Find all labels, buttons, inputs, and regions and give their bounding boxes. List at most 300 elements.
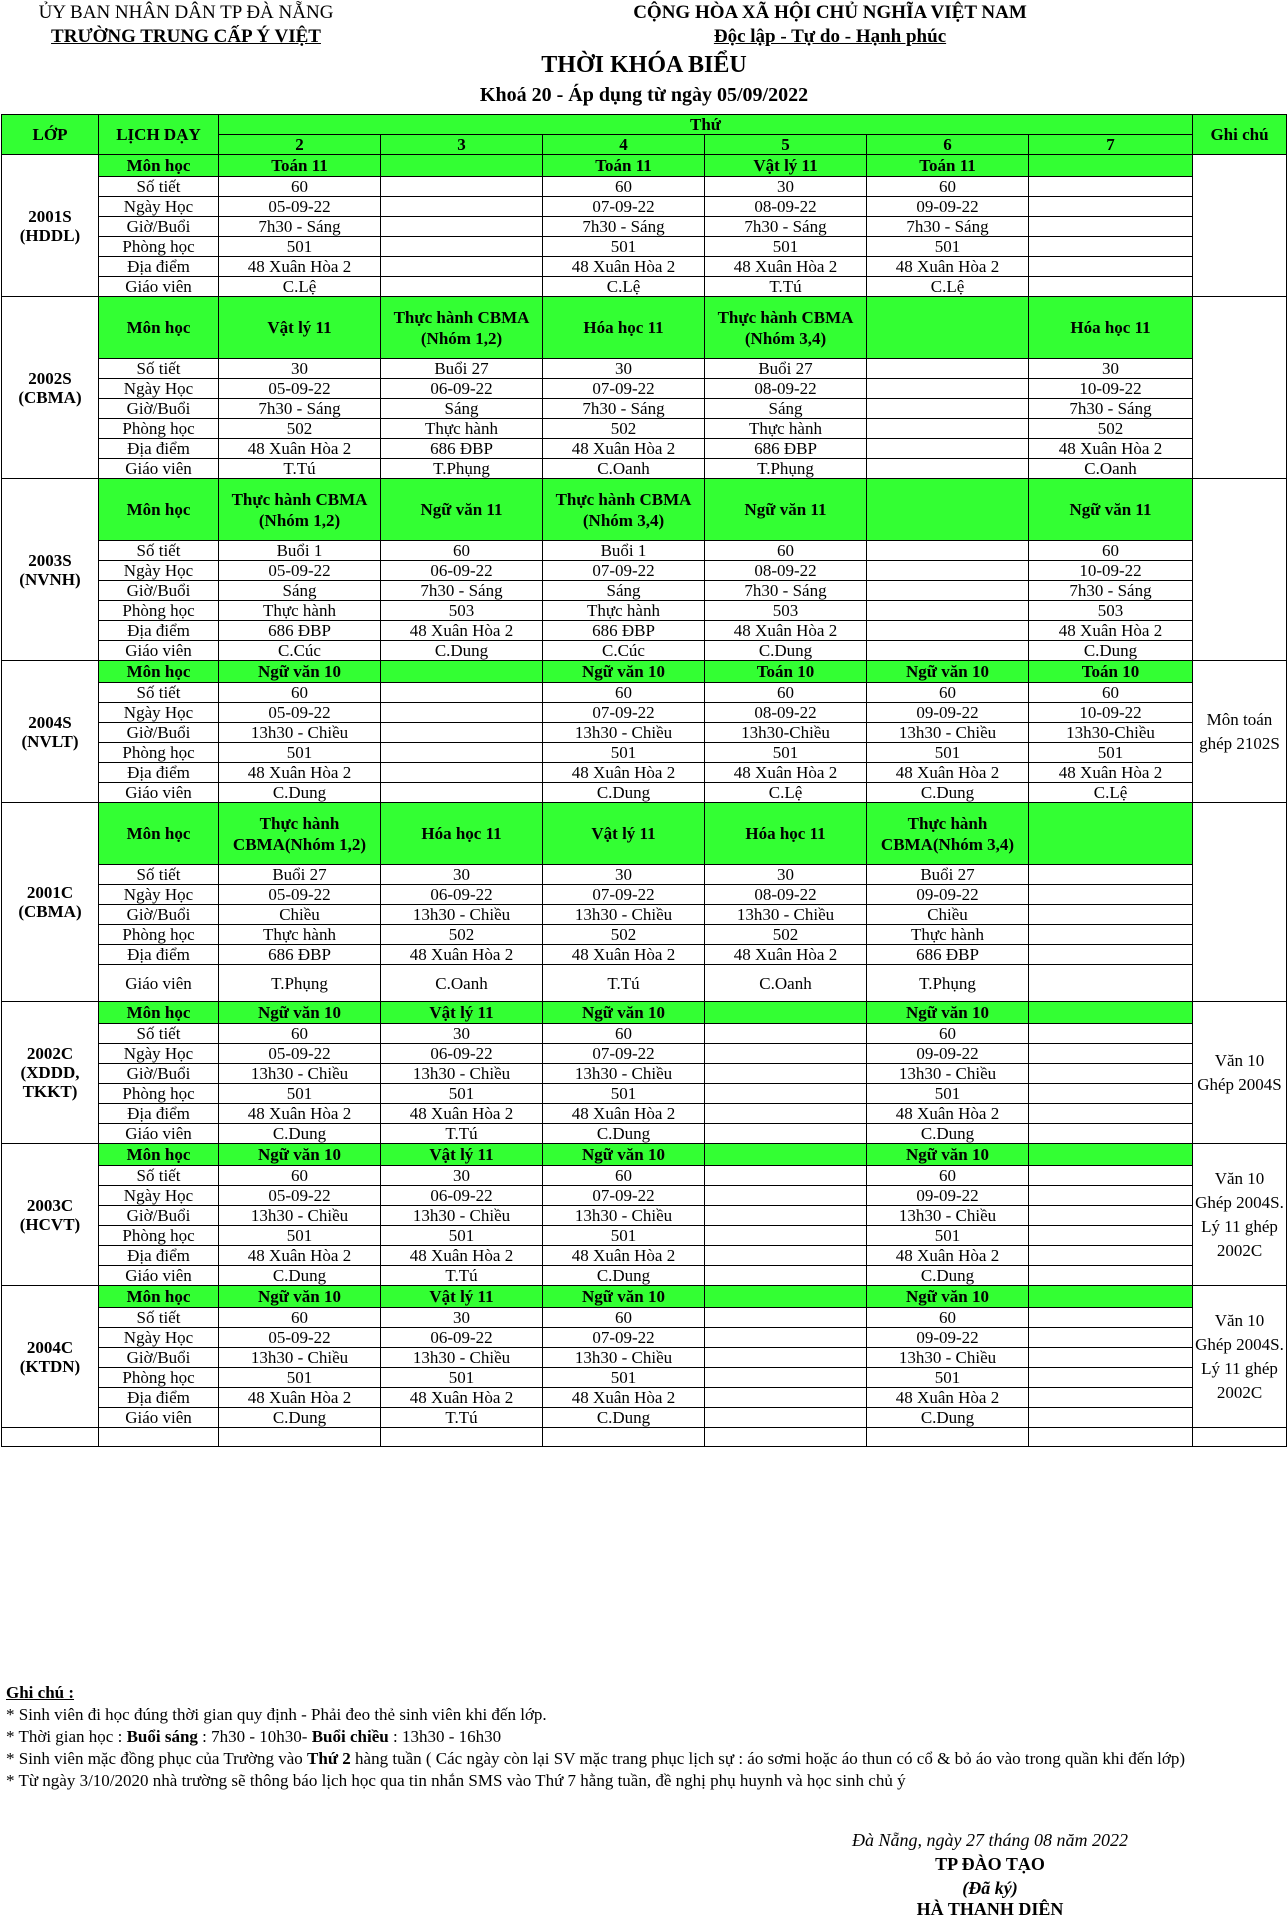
schedule-cell: 13h30 - Chiều bbox=[867, 1348, 1029, 1368]
empty-row bbox=[2, 1428, 1287, 1447]
row-label: Môn học bbox=[99, 803, 219, 865]
schedule-cell: 48 Xuân Hòa 2 bbox=[1029, 621, 1193, 641]
header-lich-day: LỊCH DẠY bbox=[99, 115, 219, 155]
empty-cell bbox=[543, 1428, 705, 1447]
row-label: Số tiết bbox=[99, 1166, 219, 1186]
schedule-cell bbox=[867, 561, 1029, 581]
class-note: Văn 10 Ghép 2004S. Lý 11 ghép 2002C bbox=[1193, 1144, 1287, 1286]
table-row bbox=[2, 1024, 1287, 1044]
table-row bbox=[2, 177, 1287, 197]
header-day: 3 bbox=[381, 135, 543, 155]
class-note: Văn 10 Ghép 2004S bbox=[1193, 1002, 1287, 1144]
schedule-cell: 502 bbox=[219, 419, 381, 439]
table-row bbox=[2, 1226, 1287, 1246]
schedule-cell bbox=[1029, 1124, 1193, 1144]
schedule-cell: C.Oanh bbox=[381, 965, 543, 1002]
schedule-cell: T.Tú bbox=[219, 459, 381, 479]
schedule-cell: 60 bbox=[867, 1166, 1029, 1186]
schedule-cell: C.Dung bbox=[867, 1124, 1029, 1144]
schedule-cell: T.Phụng bbox=[219, 965, 381, 1002]
row-label: Phòng học bbox=[99, 237, 219, 257]
subject-cell: Ngữ văn 10 bbox=[219, 1144, 381, 1166]
subject-cell: Thực hành CBMA(Nhóm 3,4) bbox=[867, 803, 1029, 865]
row-label: Địa điểm bbox=[99, 1246, 219, 1266]
signature-dept: TP ĐÀO TẠO bbox=[935, 1854, 1045, 1874]
schedule-cell bbox=[1029, 1104, 1193, 1124]
header-lop: LỚP bbox=[2, 115, 99, 155]
subject-cell bbox=[1029, 155, 1193, 177]
subject-cell: Ngữ văn 11 bbox=[705, 479, 867, 541]
class-name: 2004S (NVLT) bbox=[2, 661, 99, 803]
schedule-cell: 07-09-22 bbox=[543, 885, 705, 905]
table-row bbox=[2, 945, 1287, 965]
subject-cell: Vật lý 11 bbox=[705, 155, 867, 177]
schedule-cell: 60 bbox=[219, 1166, 381, 1186]
schedule-cell: C.Oanh bbox=[1029, 459, 1193, 479]
class-note bbox=[1193, 297, 1287, 479]
schedule-cell: 48 Xuân Hòa 2 bbox=[867, 763, 1029, 783]
schedule-cell bbox=[867, 359, 1029, 379]
schedule-cell bbox=[1029, 197, 1193, 217]
subject-cell bbox=[705, 1002, 867, 1024]
row-label: Giờ/Buổi bbox=[99, 905, 219, 925]
table-row bbox=[2, 197, 1287, 217]
row-label: Môn học bbox=[99, 155, 219, 177]
schedule-cell: 60 bbox=[1029, 541, 1193, 561]
schedule-cell: 48 Xuân Hòa 2 bbox=[543, 257, 705, 277]
subject-cell: Ngữ văn 10 bbox=[543, 1002, 705, 1024]
header-ghi-chu: Ghi chú bbox=[1193, 115, 1287, 155]
subject-cell: Ngữ văn 10 bbox=[219, 661, 381, 683]
subject-cell: Ngữ văn 10 bbox=[867, 661, 1029, 683]
table-row bbox=[2, 581, 1287, 601]
schedule-cell: 60 bbox=[543, 1166, 705, 1186]
subject-row bbox=[2, 803, 1287, 865]
schedule-cell: C.Lệ bbox=[1029, 783, 1193, 803]
schedule-cell bbox=[705, 1408, 867, 1428]
schedule-cell: Sáng bbox=[543, 581, 705, 601]
subject-row bbox=[2, 155, 1287, 177]
schedule-cell: T.Tú bbox=[381, 1266, 543, 1286]
schedule-cell bbox=[1029, 1246, 1193, 1266]
schedule-cell: 48 Xuân Hòa 2 bbox=[543, 763, 705, 783]
row-label: Môn học bbox=[99, 1286, 219, 1308]
class-note bbox=[1193, 803, 1287, 1002]
subject-cell: Ngữ văn 10 bbox=[543, 1144, 705, 1166]
subject-cell: Vật lý 11 bbox=[219, 297, 381, 359]
schedule-cell: C.Dung bbox=[867, 1266, 1029, 1286]
row-label: Ngày Học bbox=[99, 1186, 219, 1206]
schedule-cell: 13h30 - Chiều bbox=[543, 723, 705, 743]
subject-cell: Ngữ văn 11 bbox=[1029, 479, 1193, 541]
schedule-cell: 30 bbox=[381, 865, 543, 885]
schedule-cell bbox=[867, 419, 1029, 439]
schedule-cell: 7h30 - Sáng bbox=[867, 217, 1029, 237]
schedule-cell: 48 Xuân Hòa 2 bbox=[705, 257, 867, 277]
schedule-cell: 13h30 - Chiều bbox=[543, 905, 705, 925]
schedule-cell: 48 Xuân Hòa 2 bbox=[381, 1246, 543, 1266]
schedule-cell: 501 bbox=[219, 743, 381, 763]
table-row bbox=[2, 1266, 1287, 1286]
schedule-cell: 05-09-22 bbox=[219, 197, 381, 217]
table-row bbox=[2, 885, 1287, 905]
header-day: 2 bbox=[219, 135, 381, 155]
class-name: 2001S (HDDL) bbox=[2, 155, 99, 297]
empty-cell bbox=[99, 1428, 219, 1447]
table-row bbox=[2, 277, 1287, 297]
schedule-cell: 7h30 - Sáng bbox=[219, 217, 381, 237]
header-day: 5 bbox=[705, 135, 867, 155]
header-day: 4 bbox=[543, 135, 705, 155]
schedule-cell bbox=[705, 1266, 867, 1286]
schedule-cell: C.Dung bbox=[219, 1408, 381, 1428]
page-title: THỜI KHÓA BIỂU bbox=[541, 52, 747, 78]
schedule-cell bbox=[1029, 1226, 1193, 1246]
schedule-cell bbox=[1029, 177, 1193, 197]
schedule-cell: 48 Xuân Hòa 2 bbox=[543, 1104, 705, 1124]
schedule-cell: 502 bbox=[543, 925, 705, 945]
schedule-cell: 30 bbox=[381, 1166, 543, 1186]
signature-signed: (Đã ký) bbox=[962, 1878, 1018, 1898]
row-label: Giáo viên bbox=[99, 965, 219, 1002]
table-row bbox=[2, 965, 1287, 1002]
motto: Độc lập - Tự do - Hạnh phúc bbox=[713, 26, 947, 47]
schedule-cell: C.Lệ bbox=[219, 277, 381, 297]
row-label: Giáo viên bbox=[99, 783, 219, 803]
row-label: Phòng học bbox=[99, 925, 219, 945]
schedule-cell: 7h30 - Sáng bbox=[543, 399, 705, 419]
schedule-cell: 501 bbox=[381, 1226, 543, 1246]
schedule-cell: 48 Xuân Hòa 2 bbox=[1029, 763, 1193, 783]
note-line: * Thời gian học : Buổi sáng : 7h30 - 10h30- Buổi chiều : 13h30 - 16h30 bbox=[6, 1727, 502, 1746]
row-label: Địa điểm bbox=[99, 1388, 219, 1408]
schedule-cell: 06-09-22 bbox=[381, 885, 543, 905]
schedule-cell bbox=[1029, 945, 1193, 965]
schedule-cell bbox=[705, 1368, 867, 1388]
subject-cell: Hóa học 11 bbox=[543, 297, 705, 359]
schedule-cell: 48 Xuân Hòa 2 bbox=[705, 945, 867, 965]
schedule-cell bbox=[705, 1186, 867, 1206]
table-row bbox=[2, 1084, 1287, 1104]
schedule-cell: 60 bbox=[867, 177, 1029, 197]
schedule-cell: 686 ĐBP bbox=[219, 945, 381, 965]
table-row bbox=[2, 217, 1287, 237]
subject-cell: Hóa học 11 bbox=[705, 803, 867, 865]
subject-cell bbox=[1029, 1286, 1193, 1308]
subject-cell: Toán 11 bbox=[543, 155, 705, 177]
table-row bbox=[2, 1328, 1287, 1348]
schedule-cell bbox=[381, 783, 543, 803]
schedule-cell bbox=[1029, 1064, 1193, 1084]
schedule-cell bbox=[381, 197, 543, 217]
schedule-cell: 48 Xuân Hòa 2 bbox=[381, 945, 543, 965]
schedule-cell: 48 Xuân Hòa 2 bbox=[543, 1388, 705, 1408]
schedule-cell bbox=[1029, 1044, 1193, 1064]
row-label: Giáo viên bbox=[99, 277, 219, 297]
schedule-cell: 13h30 - Chiều bbox=[867, 1064, 1029, 1084]
subject-cell: Vật lý 11 bbox=[543, 803, 705, 865]
schedule-cell bbox=[381, 217, 543, 237]
schedule-cell: 09-09-22 bbox=[867, 1044, 1029, 1064]
schedule-cell: 501 bbox=[381, 1084, 543, 1104]
subject-cell: Ngữ văn 10 bbox=[867, 1286, 1029, 1308]
schedule-cell: 502 bbox=[705, 925, 867, 945]
schedule-cell bbox=[705, 1084, 867, 1104]
subject-cell: Hóa học 11 bbox=[381, 803, 543, 865]
class-name: 2002C (XDDD, TKKT) bbox=[2, 1002, 99, 1144]
schedule-cell: T.Tú bbox=[705, 277, 867, 297]
row-label: Ngày Học bbox=[99, 885, 219, 905]
schedule-cell: 48 Xuân Hòa 2 bbox=[219, 439, 381, 459]
schedule-cell: 48 Xuân Hòa 2 bbox=[867, 1104, 1029, 1124]
schedule-cell bbox=[1029, 1266, 1193, 1286]
subject-cell bbox=[867, 297, 1029, 359]
schedule-cell: 07-09-22 bbox=[543, 1328, 705, 1348]
schedule-cell: Buổi 27 bbox=[219, 865, 381, 885]
schedule-cell bbox=[705, 1308, 867, 1328]
table-header-row bbox=[2, 115, 1287, 135]
table-row bbox=[2, 1044, 1287, 1064]
schedule-cell: T.Tú bbox=[381, 1124, 543, 1144]
schedule-cell: C.Dung bbox=[219, 1266, 381, 1286]
schedule-cell: 502 bbox=[381, 925, 543, 945]
timetable bbox=[1, 114, 1287, 1447]
table-row bbox=[2, 541, 1287, 561]
schedule-cell: 48 Xuân Hòa 2 bbox=[543, 1246, 705, 1266]
table-row bbox=[2, 237, 1287, 257]
schedule-cell: 60 bbox=[219, 1308, 381, 1328]
table-row bbox=[2, 905, 1287, 925]
schedule-cell bbox=[381, 683, 543, 703]
class-note bbox=[1193, 155, 1287, 297]
schedule-cell: 60 bbox=[543, 177, 705, 197]
schedule-cell: C.Oanh bbox=[705, 965, 867, 1002]
row-label: Địa điểm bbox=[99, 1104, 219, 1124]
schedule-cell: 7h30 - Sáng bbox=[1029, 399, 1193, 419]
schedule-cell bbox=[381, 257, 543, 277]
schedule-cell: Thực hành bbox=[219, 925, 381, 945]
schedule-cell: 501 bbox=[381, 1368, 543, 1388]
schedule-cell bbox=[1029, 1166, 1193, 1186]
schedule-cell: Chiều bbox=[867, 905, 1029, 925]
schedule-cell bbox=[381, 237, 543, 257]
schedule-cell: Buổi 27 bbox=[705, 359, 867, 379]
subject-row bbox=[2, 661, 1287, 683]
schedule-cell: T.Tú bbox=[381, 1408, 543, 1428]
row-label: Giờ/Buổi bbox=[99, 1348, 219, 1368]
class-name: 2003C (HCVT) bbox=[2, 1144, 99, 1286]
schedule-cell: Thực hành bbox=[867, 925, 1029, 945]
schedule-cell: 501 bbox=[867, 237, 1029, 257]
schedule-cell: C.Dung bbox=[1029, 641, 1193, 661]
subject-cell bbox=[381, 155, 543, 177]
schedule-cell: 7h30 - Sáng bbox=[219, 399, 381, 419]
schedule-cell: 05-09-22 bbox=[219, 1044, 381, 1064]
table-row bbox=[2, 683, 1287, 703]
schedule-cell: Sáng bbox=[381, 399, 543, 419]
schedule-cell: C.Dung bbox=[219, 1124, 381, 1144]
subject-cell: Thực hành CBMA (Nhóm 1,2) bbox=[381, 297, 543, 359]
row-label: Giờ/Buổi bbox=[99, 581, 219, 601]
header-day: 7 bbox=[1029, 135, 1193, 155]
subject-cell: Ngữ văn 10 bbox=[219, 1286, 381, 1308]
note-line: * Sinh viên mặc đồng phục của Trường vào Thứ 2 hàng tuần ( Các ngày còn lại SV mặc trang phục lịch sự : áo sơmi hoặc áo thun có cổ & bỏ áo vào trong quần khi đến lớp) bbox=[6, 1749, 1185, 1768]
table-row bbox=[2, 1104, 1287, 1124]
row-label: Giáo viên bbox=[99, 1124, 219, 1144]
schedule-cell: 60 bbox=[705, 683, 867, 703]
schedule-cell bbox=[705, 1206, 867, 1226]
school-name: TRƯỜNG TRUNG CẤP Ý VIỆT bbox=[51, 26, 321, 47]
empty-cell bbox=[219, 1428, 381, 1447]
table-row bbox=[2, 1408, 1287, 1428]
schedule-cell: 501 bbox=[543, 1084, 705, 1104]
row-label: Phòng học bbox=[99, 1084, 219, 1104]
schedule-cell: 501 bbox=[543, 743, 705, 763]
row-label: Ngày Học bbox=[99, 1328, 219, 1348]
schedule-cell: 501 bbox=[543, 1226, 705, 1246]
schedule-cell: 13h30 - Chiều bbox=[381, 1348, 543, 1368]
schedule-cell: 10-09-22 bbox=[1029, 379, 1193, 399]
row-label: Môn học bbox=[99, 661, 219, 683]
schedule-cell: C.Oanh bbox=[543, 459, 705, 479]
schedule-cell: C.Dung bbox=[543, 1408, 705, 1428]
table-row bbox=[2, 1186, 1287, 1206]
row-label: Địa điểm bbox=[99, 621, 219, 641]
schedule-cell bbox=[705, 1348, 867, 1368]
schedule-cell: 30 bbox=[705, 177, 867, 197]
row-label: Số tiết bbox=[99, 177, 219, 197]
row-label: Số tiết bbox=[99, 541, 219, 561]
row-label: Giáo viên bbox=[99, 1266, 219, 1286]
schedule-cell bbox=[867, 601, 1029, 621]
schedule-cell: 48 Xuân Hòa 2 bbox=[381, 1388, 543, 1408]
schedule-cell bbox=[705, 1388, 867, 1408]
schedule-cell: 48 Xuân Hòa 2 bbox=[219, 257, 381, 277]
row-label: Địa điểm bbox=[99, 439, 219, 459]
row-label: Môn học bbox=[99, 1144, 219, 1166]
row-label: Ngày Học bbox=[99, 703, 219, 723]
row-label: Số tiết bbox=[99, 359, 219, 379]
schedule-cell: C.Dung bbox=[705, 641, 867, 661]
schedule-cell: 501 bbox=[705, 237, 867, 257]
schedule-cell: 30 bbox=[543, 865, 705, 885]
schedule-cell bbox=[867, 641, 1029, 661]
schedule-cell: 503 bbox=[381, 601, 543, 621]
subject-cell: Thực hành CBMA(Nhóm 1,2) bbox=[219, 803, 381, 865]
schedule-cell: 501 bbox=[705, 743, 867, 763]
row-label: Giờ/Buổi bbox=[99, 1206, 219, 1226]
subject-cell: Ngữ văn 10 bbox=[867, 1144, 1029, 1166]
schedule-cell: 502 bbox=[543, 419, 705, 439]
schedule-cell: Buổi 27 bbox=[867, 865, 1029, 885]
schedule-cell: C.Dung bbox=[543, 783, 705, 803]
schedule-cell: 60 bbox=[705, 541, 867, 561]
schedule-cell: 30 bbox=[219, 359, 381, 379]
table-row bbox=[2, 743, 1287, 763]
schedule-cell: 501 bbox=[867, 1084, 1029, 1104]
subject-cell: Ngữ văn 10 bbox=[543, 661, 705, 683]
schedule-cell: 48 Xuân Hòa 2 bbox=[1029, 439, 1193, 459]
subject-row bbox=[2, 479, 1287, 541]
schedule-cell bbox=[705, 1166, 867, 1186]
schedule-cell: 48 Xuân Hòa 2 bbox=[543, 439, 705, 459]
schedule-cell: T.Phụng bbox=[381, 459, 543, 479]
subject-cell: Vật lý 11 bbox=[381, 1002, 543, 1024]
schedule-cell: 13h30 - Chiều bbox=[381, 905, 543, 925]
empty-cell bbox=[2, 1428, 99, 1447]
schedule-cell bbox=[1029, 217, 1193, 237]
schedule-cell: 06-09-22 bbox=[381, 1328, 543, 1348]
schedule-cell bbox=[1029, 925, 1193, 945]
schedule-cell: 60 bbox=[543, 1024, 705, 1044]
schedule-cell bbox=[867, 379, 1029, 399]
table-row bbox=[2, 1206, 1287, 1226]
schedule-cell bbox=[1029, 905, 1193, 925]
subject-cell: Vật lý 11 bbox=[381, 1144, 543, 1166]
schedule-cell: 60 bbox=[867, 1308, 1029, 1328]
row-label: Giờ/Buổi bbox=[99, 217, 219, 237]
subject-cell bbox=[867, 479, 1029, 541]
row-label: Ngày Học bbox=[99, 561, 219, 581]
schedule-cell: 13h30 - Chiều bbox=[219, 1064, 381, 1084]
schedule-cell: 08-09-22 bbox=[705, 703, 867, 723]
schedule-cell: 05-09-22 bbox=[219, 561, 381, 581]
nation-name: CỘNG HÒA XÃ HỘI CHỦ NGHĨA VIỆT NAM bbox=[633, 2, 1027, 23]
table-row bbox=[2, 723, 1287, 743]
schedule-cell: 60 bbox=[219, 1024, 381, 1044]
table-row bbox=[2, 1064, 1287, 1084]
subject-cell bbox=[1029, 803, 1193, 865]
class-name: 2002S (CBMA) bbox=[2, 297, 99, 479]
table-row bbox=[2, 865, 1287, 885]
schedule-cell: T.Phụng bbox=[705, 459, 867, 479]
schedule-cell: 05-09-22 bbox=[219, 703, 381, 723]
schedule-cell: 06-09-22 bbox=[381, 1044, 543, 1064]
schedule-cell bbox=[381, 743, 543, 763]
schedule-cell: Chiều bbox=[219, 905, 381, 925]
schedule-cell: Buổi 1 bbox=[543, 541, 705, 561]
class-note bbox=[1193, 479, 1287, 661]
schedule-cell: 48 Xuân Hòa 2 bbox=[867, 1388, 1029, 1408]
schedule-cell bbox=[1029, 1084, 1193, 1104]
row-label: Giờ/Buổi bbox=[99, 723, 219, 743]
schedule-cell: 05-09-22 bbox=[219, 1186, 381, 1206]
row-label: Ngày Học bbox=[99, 197, 219, 217]
schedule-cell: 13h30 - Chiều bbox=[219, 1206, 381, 1226]
note-line: * Từ ngày 3/10/2020 nhà trường sẽ thông báo lịch học qua tin nhắn SMS vào Thứ 7 hằng tuần, đề nghị phụ huynh và học sinh chủ ý bbox=[6, 1771, 906, 1790]
schedule-cell: Thực hành bbox=[381, 419, 543, 439]
row-label: Ngày Học bbox=[99, 1044, 219, 1064]
schedule-cell: 30 bbox=[381, 1024, 543, 1044]
schedule-cell: 48 Xuân Hòa 2 bbox=[867, 257, 1029, 277]
class-name: 2001C (CBMA) bbox=[2, 803, 99, 1002]
subject-cell: Toán 11 bbox=[867, 155, 1029, 177]
schedule-cell: 501 bbox=[219, 1084, 381, 1104]
schedule-cell bbox=[867, 621, 1029, 641]
table-row bbox=[2, 641, 1287, 661]
schedule-cell: 48 Xuân Hòa 2 bbox=[219, 1104, 381, 1124]
schedule-cell: C.Dung bbox=[867, 783, 1029, 803]
schedule-cell: 30 bbox=[1029, 359, 1193, 379]
schedule-cell: 686 ĐBP bbox=[381, 439, 543, 459]
subject-cell bbox=[381, 661, 543, 683]
schedule-cell: Sáng bbox=[219, 581, 381, 601]
table-row bbox=[2, 399, 1287, 419]
schedule-cell: 08-09-22 bbox=[705, 561, 867, 581]
schedule-cell bbox=[1029, 1186, 1193, 1206]
schedule-cell: 08-09-22 bbox=[705, 885, 867, 905]
schedule-cell bbox=[705, 1104, 867, 1124]
